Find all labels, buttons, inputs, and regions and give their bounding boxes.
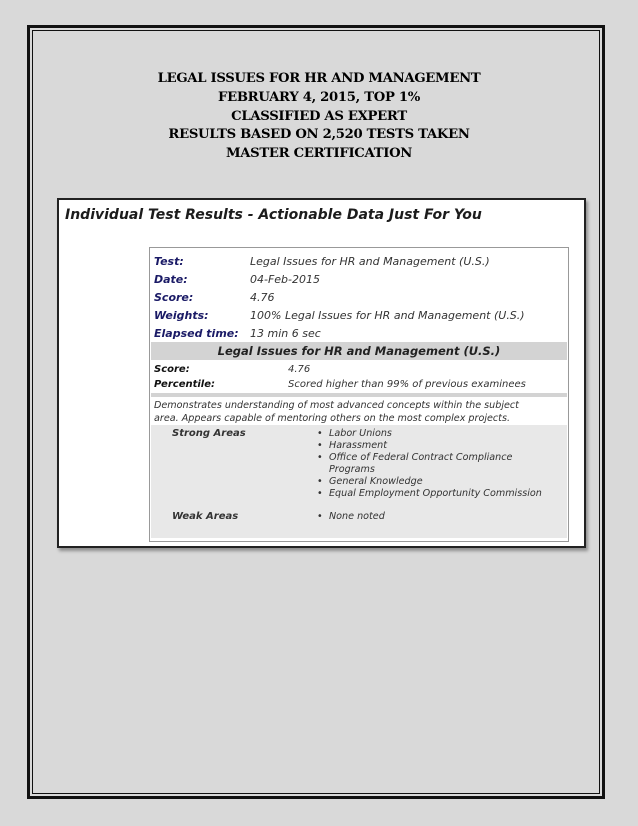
weak-areas-label: Weak Areas (172, 511, 239, 522)
list-item: • Harassment (317, 440, 388, 451)
info-row-score (154, 289, 525, 307)
info-value: 13 min 6 sec (250, 327, 321, 340)
info-row-test (154, 253, 525, 271)
document-heading (30, 70, 608, 164)
strong-areas-list (317, 428, 542, 500)
list-item: • Office of Federal Contract Compliance (317, 452, 513, 463)
score-row (154, 362, 526, 377)
info-label: Score: (154, 291, 194, 304)
separator-bar (151, 393, 567, 397)
weak-areas-list (317, 511, 385, 523)
list-item: • Equal Employment Opportunity Commission (317, 488, 542, 499)
bullet-icon: • (317, 452, 323, 463)
info-value: 100% Legal Issues for HR and Management (U.S.) (250, 309, 525, 322)
info-value: 4.76 (250, 291, 275, 304)
info-label: Test: (154, 255, 184, 268)
percentile-row (154, 377, 526, 392)
bullet-icon: • (317, 488, 323, 499)
bullet-icon: • (317, 428, 323, 439)
percentile-value: Scored higher than 99% of previous examinees (288, 379, 526, 390)
heading-line-5: MASTER CERTIFICATION (225, 146, 413, 162)
info-label: Elapsed time: (154, 327, 239, 340)
score-block (154, 362, 526, 392)
list-item: • General Knowledge (317, 476, 423, 487)
heading-line-2: FEBRUARY 4, 2015, TOP 1% (218, 89, 420, 105)
section-title-bar: Legal Issues for HR and Management (U.S.) (151, 342, 567, 360)
bullet-icon: • (317, 511, 323, 522)
description-line-1: Demonstrates understanding of most advanced concepts within the subject (154, 400, 519, 411)
areas-box (151, 425, 567, 538)
info-row-elapsed-time (154, 325, 525, 343)
info-row-weights (154, 307, 525, 325)
info-row-date (154, 271, 525, 289)
heading-line-3: CLASSIFIED AS EXPERT (231, 108, 407, 124)
results-box (149, 247, 569, 542)
bullet-icon: • (317, 440, 323, 451)
info-label: Date: (154, 273, 188, 286)
panel-title: Individual Test Results - Actionable Data Just For You (65, 207, 482, 223)
description (154, 400, 564, 425)
description-line-2: area. Appears capable of mentoring others on the most complex projects. (154, 412, 510, 424)
score-value: 4.76 (288, 364, 311, 375)
test-results-panel (57, 198, 586, 548)
heading-line-4: RESULTS BASED ON 2,520 TESTS TAKEN (168, 127, 470, 143)
bullet-icon: • (317, 476, 323, 487)
heading-line-1: LEGAL ISSUES FOR HR AND MANAGEMENT (157, 71, 481, 86)
list-item: • Labor Unions (317, 428, 392, 439)
percentile-label: Percentile: (154, 379, 216, 390)
info-value: 04-Feb-2015 (250, 273, 321, 286)
info-label: Weights: (154, 309, 209, 322)
list-item: • None noted (317, 511, 385, 522)
strong-areas-label: Strong Areas (172, 428, 246, 439)
test-info (154, 253, 525, 343)
info-value: Legal Issues for HR and Management (U.S.) (250, 255, 490, 268)
list-item-continuation: Programs (329, 464, 375, 475)
score-label: Score: (154, 364, 190, 375)
